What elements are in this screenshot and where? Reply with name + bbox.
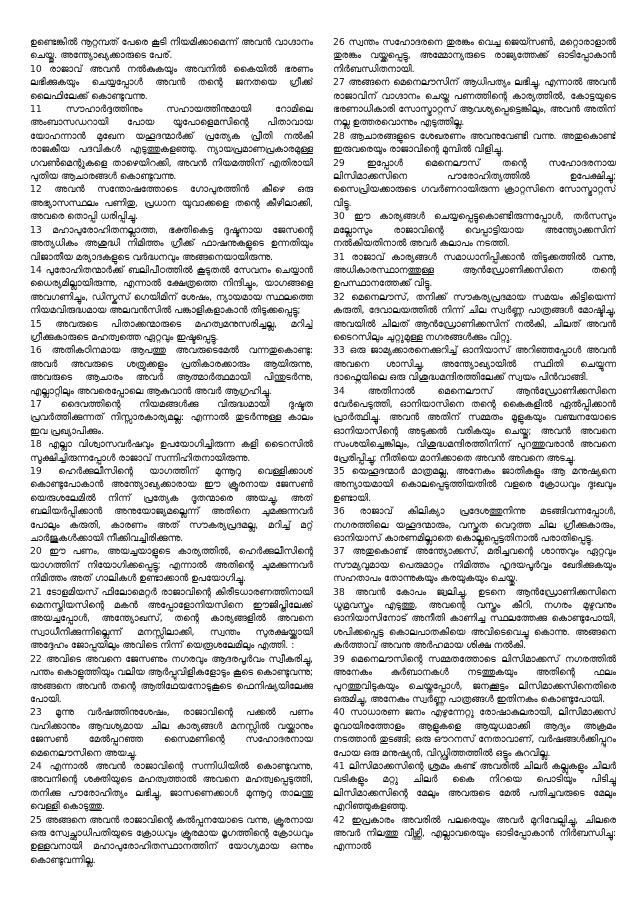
- verse-17: 17 ദൈവത്തിന്റെ നിയമങ്ങൾക്കു വിരുദ്ധമായി ദുഷ്ടത പ്രവർത്തിക്കുന്നത് നിസ്സാരകാര്യമല്ല: എന്നാൽ തുടർന്നുള്ള കാലം ഇവ പ്രഖ്യാപിക്കും.: [30, 398, 313, 437]
- verse-30: 30 ഈ കാര്യങ്ങൾ ചെയ്യപ്പെട്ടുകൊണ്ടിരുന്നപ്പോൾ, തർസസും മല്ലോസും രാജാവിന്റെ വെപ്പാട്ടിയായ അന്ത്യോക്കസിന് നൽകിയതിനാൽ അവർ കലാപം നടത്തി.: [333, 211, 616, 250]
- verse-32: 32 മെനെലൗസ്, തനിക്ക് സൗകര്യപ്രദമായ സമയം കിട്ടിയെന്ന് കരുതി, ദേവാലയത്തിൽ നിന്ന് ചില സ്വർണ്ണ പാത്രങ്ങൾ മോഷ്ടിച്ചു, അവയിൽ ചിലത് ആൻഡ്രോണിക്കസിന് നൽകി, ചിലത് അവൻ ടൈറസിലും ചുറ്റുമുള്ള നഗരങ്ങൾക്കും വിറ്റു.: [333, 291, 616, 343]
- verse-21: 21 ടോളമിയസ് ഫിലോമെറ്റർ രാജാവിന്റെ കിരീടധാരണത്തിനായി മെനസ്തിയസിന്റെ മകൻ അപ്പോളോനിയസിനെ ഈജിപ്തിലേക്ക് അയച്ചപ്പോൾ, അന്ത്യോഖസ്, തന്റെ കാര്യങ്ങളിൽ അവനെ സ്വാധീനിക്കുന്നില്ലെന്ന് മനസ്സിലാക്കി, സ്വന്തം സുരക്ഷയ്ക്കായി അദ്ദേഹം ജോപ്പയിലും അവിടെ നിന്ന് യെരൂശലേമിലും എത്തി. :: [30, 586, 313, 652]
- verse-12: 12 അവൻ സന്തോഷത്തോടെ ഗോപുരത്തിൻ കീഴെ ഒരു അഭ്യാസസ്ഥലം പണിതു, പ്രധാന യുവാക്കളെ തന്റെ കീഴിലാക്കി, അവരെ തൊപ്പി ധരിപ്പിച്ചു.: [30, 184, 313, 223]
- verse-29: 29 ഇപ്പോൾ മെനെലൗസ് തന്റെ സഹോദരനായ ലിസിമാക്കസിനെ പൗരോഹിത്യത്തിൽ ഉപേക്ഷിച്ചു; സൈപ്രിയക്കാരുടെ ഗവർണറായിരുന്ന ക്രാറ്റസിനെ സോസ്ട്രാറ്റസ് വിട്ടു.: [333, 157, 616, 209]
- verse-27: 27 അങ്ങനെ മെനെലൗസിന് ആധിപത്യം ലഭിച്ചു, എന്നാൽ അവൻ രാജാവിന് വാഗ്ദാനം ചെയ്ത പണത്തിന്റെ കാര്യത്തിൽ, കോട്ടയുടെ ഭരണാധികാരി സോസ്ട്രാറ്റസ് ആവശ്യപ്പെട്ടെങ്കിലും, അവൻ അതിന് നല്ല ഉത്തരവൊന്നും എടുത്തില്ല.: [333, 77, 616, 129]
- verse-22: 22 അവിടെ അവനെ ജേസണും നഗരവും ആദരപൂർവം സ്വീകരിച്ചു, പന്തം കൊളുത്തിയും വലിയ ആർപ്പുവിളികളോടും കൂടെ കൊണ്ടുവന്നു; അങ്ങനെ അവൻ തന്റെ ആതിഥേയനോടുകൂടെ ഫെനിഷ്യയിലേക്കു പോയി.: [30, 653, 313, 705]
- verse-42: 42 ഇപ്രകാരം അവരിൽ പലരെയും അവർ മുറിവേല്പിച്ചു, ചിലരെ അവർ നിലത്തു വീഴ്ത്തി, എല്ലാവരെയും ഓടിപ്പോകാൻ നിർബന്ധിച്ചു: എന്നാൽ: [333, 814, 616, 853]
- verse-11: 11 സൗഹാർദ്ദത്തിനും സഹായത്തിനുമായി റോമിലെ അംബാസഡറായി പോയ യൂപോളെമസിന്റെ പിതാവായ യോഹന്നാൻ മുഖേന യഹൂദന്മാർക്ക് പ്രത്യേക പ്രീതി നൽകി രാജകീയ പദവികൾ എടുത്തുകളഞ്ഞു. ന്യായപ്രമാണപ്രകാരമുള്ള ഗവൺമെന്റുകളെ താഴെയിറക്കി, അവൻ നിയമത്തിന് എതിരായി പുതിയ ആചാരങ്ങൾ കൊണ്ടുവന്നു.: [30, 104, 313, 183]
- verse-13: 13 മഹാപുരോഹിതനല്ലാത്ത, ഭക്തികെട്ട ദുഷ്ടനായ ജേസന്റെ അത്യധികം അശുദ്ധി നിമിത്തം ഗ്രീക്ക് ഫാഷനുകളുടെ ഉന്നതിയും വിജാതീയ മര്യാദകളുടെ വർദ്ധനവും അങ്ങനെയായിരുന്നു.: [30, 224, 313, 263]
- verse-33: 33 ഒരു ജാമ്യക്കാരനെക്കുറിച്ച് ഓനിയാസ് അറിഞ്ഞപ്പോൾ അവൻ അവനെ ശാസിച്ചു, അന്ത്യോഖ്യായിൽ സ്ഥിതി ചെയ്യുന്ന ദാഫ്നെയിലെ ഒരു വിശുദ്ധമന്ദിരത്തിലേക്ക് സ്വയം പിൻവാങ്ങി.: [333, 345, 616, 384]
- verse-20: 20 ഈ പണം, അയച്ചയാളുടെ കാര്യത്തിൽ, ഹെർക്കുലീസിന്റെ യാഗത്തിന് നിയോഗിക്കപ്പെട്ടു; എന്നാൽ അതിന്റെ ചുമക്കുന്നവർ നിമിത്തം അത് ഗാലികൾ ഉണ്ടാക്കാൻ ഉപയോഗിച്ചു.: [30, 546, 313, 585]
- verse-16: 16 അതികഠിനമായ ആപത്തു അവരുടെമേൽ വന്നതുകൊണ്ടു: അവർ അവരുടെ ശത്രുക്കളും പ്രതികാരക്കാരും ആയിരുന്നു, അവരുടെ ആചാരം അവർ ആത്മാർത്ഥമായി പിന്തുടർന്നു, എല്ലാറ്റിലും അവരെപ്പോലെ ആകുവാൻ അവർ ആഗ്രഹിച്ചു.: [30, 345, 313, 397]
- verse-15: 15 അവരുടെ പിതാക്കന്മാരുടെ മഹത്വമനുസരിച്ചല്ല, മറിച്ച് ഗ്രീക്കുകാരുടെ മഹത്വത്തെ ഏറ്റവും ഇഷ്ടപ്പെട്ടു.: [30, 318, 313, 343]
- verse-24: 24 എന്നാൽ അവൻ രാജാവിന്റെ സന്നിധിയിൽ കൊണ്ടുവന്നു, അവനിന്റെ ശക്തിയുടെ മഹത്വത്താൽ അവനെ മഹത്വപ്പെടുത്തി, തനിക്കു പൗരോഹിത്യം ലഭിച്ചു, ജാസണെക്കാൾ മുന്നൂറു താലന്തു വെള്ളി കൊടുത്തു.: [30, 760, 313, 813]
- verse-35: 35 യെഹൂദന്മാർ മാത്രമല്ല, അനേകം ജാതികളും ആ മനുഷ്യനെ അന്യായമായി കൊലപ്പെടുത്തിയതിൽ വളരെ ക്രോധവും ദുഃഖവും ഉണ്ടായി.: [333, 466, 616, 504]
- verse-14: 14 പുരോഹിതന്മാർക്ക് ബലിപീഠത്തിൽ കൂടുതൽ സേവനം ചെയ്യാൻ ധൈര്യമില്ലായിരുന്നു, എന്നാൽ ക്ഷേത്രത്തെ നിന്ദിച്ചും, യാഗങ്ങളെ അവഗണിച്ചും, ഡിസ്കസ് ഗെയിമിന് ശേഷം, ന്യായമായ സ്ഥലത്തെ നിയമവിരുദ്ധമായ അലവൻസിൽ പങ്കാളികളാകാൻ തിടുക്കപ്പെട്ടു;: [30, 264, 313, 317]
- verse-26: 26 സ്വന്തം സഹോദരനെ തുരങ്കം വെച്ച ജെയ്സൺ, മറ്റൊരാളാൽ തുരങ്കം വയ്ക്കപ്പെട്ടു, അമ്മോന്യരുടെ രാജ്യത്തേക്ക് ഓടിപ്പോകാൻ നിർബന്ധിതനായി.: [333, 37, 616, 75]
- document-page: [30, 36, 616, 876]
- verse-40: 40 സാധാരണ ജനം എഴുന്നേറ്റു രോഷാകുലരായി, ലിസിമാക്കസ് മൂവായിരത്തോളം ആളുകളെ ആയുധമാക്കി ആദ്യം അക്രമം നടത്താൻ തുടങ്ങി; ഒരു ഔറനസ് നേതാവാണ്, വർഷങ്ങൾക്കിപ്പുറം പോയ ഒരു മനുഷ്യൻ, വിഡ്ഢിത്തത്തിൽ ഒട്ടും കുറവില്ല.: [333, 707, 616, 759]
- verse-38: 38 അവൻ കോപം ജ്വലിച്ചു, ഉടനെ ആൻഡ്രോണിക്കസിനെ ധൂമ്രവസ്ത്രം എടുത്തു, അവന്റെ വസ്ത്രം കീറി, നഗരം മുഴുവനും ഓനിയാസിനോട് അനീതി കാണിച്ച സ്ഥലത്തേക്കു കൊണ്ടുപോയി, ശപിക്കപ്പെട്ട കൊലപാതകിയെ അവിടെവെച്ചു കൊന്നു. അങ്ങനെ കർത്താവ് അവനു അർഹമായ ശിക്ഷ നൽകി.: [333, 586, 616, 652]
- paragraph: ഉണ്ടെങ്കിൽ നൂറ്റമ്പത് പേരെ കൂടി നിയമിക്കാമെന്ന് അവൻ വാഗ്ദാനം ചെയ്തു. അന്ത്യോഖ്യക്കാരുടെ പേര്.: [30, 37, 313, 62]
- verse-36: 36 രാജാവ് കിലിക്യാ പ്രദേശത്തുനിന്നു മടങ്ങിവന്നപ്പോൾ, നഗരത്തിലെ യഹൂദന്മാരും, വസ്തുത വെറുത്ത ചില ഗ്രീക്കുകാരും, ഓനിയാസ് കാരണമില്ലാതെ കൊല്ലപ്പെട്ടതിനാൽ പരാതിപ്പെട്ടു.: [333, 506, 616, 545]
- verse-25: 25 അങ്ങനെ അവൻ രാജാവിന്റെ കൽപ്പനയോടെ വന്നു, ക്രൂരനായ ഒരു സ്വേച്ഛാധിപതിയുടെ ക്രോധവും ക്രൂരമായ മൃഗത്തിന്റെ ക്രോധവും ഉള്ളവനായി മഹാപുരോഹിതസ്ഥാനത്തിന് യോഗ്യമായ ഒന്നും കൊണ്ടുവന്നില്ല.: [30, 814, 313, 866]
- verse-19: 19 ഹെർക്കുലീസിന്റെ യാഗത്തിന് മുന്നൂറു വെള്ളിക്കാശ് കൊണ്ടുപോകാൻ അന്ത്യോഖ്യക്കാരായ ഈ ക്രൂരനായ ജേസൺ യെരുശലേമിൽ നിന്ന് പ്രത്യേക ദൂതന്മാരെ അയച്ചു, അത് ബലിയർപ്പിക്കാൻ അനുയോജ്യമല്ലെന്ന് അതിനെ ചുമക്കുന്നവർ പോലും കരുതി, കാരണം അത് സൗകര്യപ്രദമല്ല, മറിച്ച് മറ്റ് ചാർജുകൾക്കായി നീക്കിവച്ചിരിക്കുന്നു.: [30, 466, 313, 545]
- verse-28: 28 ആചാരങ്ങളുടെ ശേഖരണം അവനുവേണ്ടി വന്നു. അതുകൊണ്ട് ഇരുവരെയും രാജാവിന്റെ മുമ്പിൽ വിളിച്ചു.: [333, 130, 616, 156]
- verse-37: 37 അതുകൊണ്ട് അന്ത്യോക്കസ്, മരിച്ചവന്റെ ശാന്തവും ഏറ്റവും സൗമ്യവുമായ പെരുമാറ്റം നിമിത്തം ഹൃദയപൂർവ്വം ഖേദിക്കുകയും സഹതാപം തോന്നുകയും കരയുകയും ചെയ്തു.: [333, 546, 616, 585]
- verse-23: 23 മൂന്നു വർഷത്തിനുശേഷം, രാജാവിന്റെ പക്കൽ പണം വഹിക്കാനും ആവശ്യമായ ചില കാര്യങ്ങൾ മനസ്സിൽ വയ്ക്കാനും ജേസൺ മേൽപ്പറഞ്ഞ സൈമണിന്റെ സഹോദരനായ മെനെലൗസിനെ അയച്ചു.: [30, 707, 313, 759]
- right-column: [333, 36, 616, 876]
- verse-18: 18 എല്ലാ വിശ്വാസവർഷവും ഉപയോഗിച്ചിരുന്ന കളി ടൈറസിൽ സൂക്ഷിച്ചിരുന്നപ്പോൾ രാജാവ് സന്നിഹിതനായിരുന്നു.: [30, 439, 313, 464]
- verse-34: 34 അതിനാൽ മെനെലൗസ് ആൻഡ്രോണിക്കസിനെ വേർപെടുത്തി, ഓനിയാസിനെ തന്റെ കൈകളിൽ ഏൽപ്പിക്കാൻ പ്രാർത്ഥിച്ചു. അവൻ അതിന് സമ്മതം മൂളുകയും വഞ്ചനയോടെ ഓനിയാസിന്റെ അടുക്കൽ വരികയും ചെയ്തു; അവൻ അവനെ സംശയിച്ചെങ്കിലും, വിശുദ്ധമന്ദിരത്തിനിന്ന് പുറത്തുവരാൻ അവനെ പ്രേരിപ്പിച്ചു; നീതിയെ മാനിക്കാതെ അവൻ അവനെ അടച്ചു.: [333, 385, 616, 464]
- verse-41: 41 ലിസിമാക്കസിന്റെ ശ്രമം കണ്ട് അവരിൽ ചിലർ കല്ലുകളും ചിലർ വടികളും മറ്റു ചിലർ കൈ നിറയെ പൊടിയും പിടിച്ചു ലിസിമാക്കസിന്റെ മേലും അവരുടെ മേൽ പതിച്ചവരുടെ മേലും എറിഞ്ഞുകളഞ്ഞു.: [333, 760, 616, 813]
- left-column: [30, 36, 313, 876]
- verse-31: 31 രാജാവ് കാര്യങ്ങൾ സമാധാനിപ്പിക്കാൻ തിടുക്കത്തിൽ വന്നു, അധികാരസ്ഥാനത്തുള്ള ആൻഡ്രോണിക്കസിനെ തന്റെ ഉപസ്ഥാനത്തേക്ക് വിട്ടു.: [333, 251, 616, 290]
- verse-39: 39 മെനെലൗസിന്റെ സമ്മതത്തോടെ ലിസിമാക്കസ് നഗരത്തിൽ അനേകം കുർബാനകൾ നടത്തുകയും അതിന്റെ ഫലം പുറത്തുവിടുകയും ചെയ്തപ്പോൾ, ജനക്കൂട്ടം ലിസിമാക്കസിനെതിരെ ഒരുമിച്ചു, അനേകം സ്വർണ്ണ പാത്രങ്ങൾ ഇതിനകം കൊണ്ടുപോയി.: [333, 653, 616, 705]
- verse-10: 10 രാജാവ് അവൻ നൽകുകയും അവനിൽ കൈയിൽ ഭരണം ലഭിക്കുകയും ചെയ്യപ്പോൾ അവൻ തന്റെ ജനതയെ ഗ്രീക്ക് ലൈഫിലേക്ക് കൊണ്ടുവന്നു.: [30, 63, 313, 102]
